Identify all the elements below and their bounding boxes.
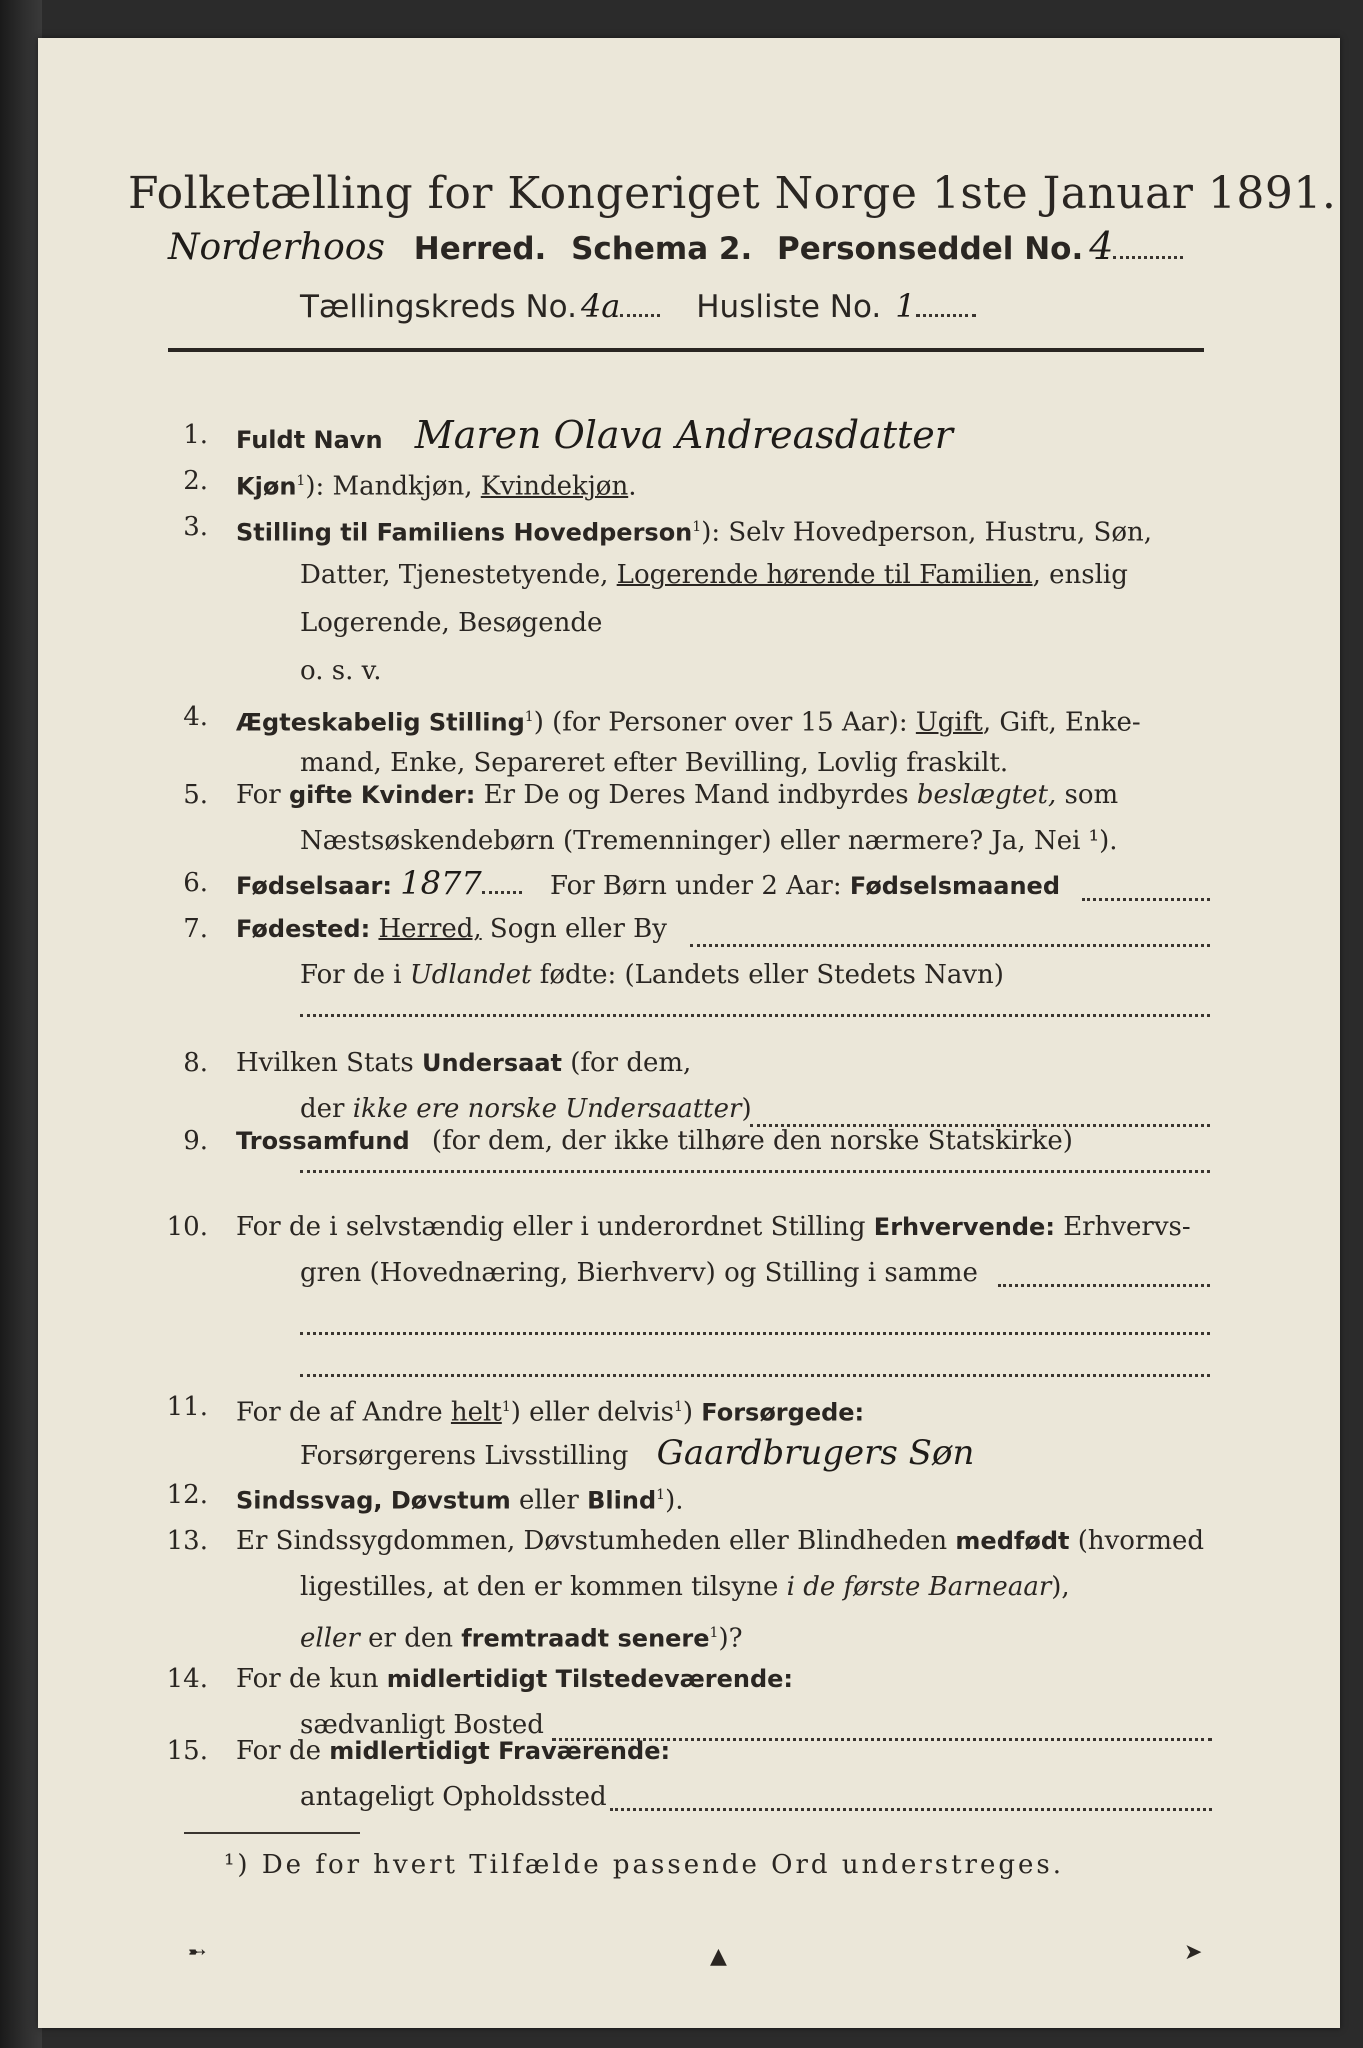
citizenship-italic: ikke ere norske Undersaatter [352, 1094, 742, 1124]
abroad-line [300, 1014, 1210, 1017]
header-line-kreds [300, 287, 976, 325]
item-number: 1. [183, 420, 208, 450]
temp-present-line2: sædvanligt Bosted [300, 1710, 544, 1740]
item-number: 9. [183, 1126, 208, 1156]
occupation-text: For de i selvstændig eller i underordnet Stilling [236, 1212, 874, 1242]
item-citizenship [236, 1040, 691, 1086]
item-birthplace [236, 906, 667, 952]
temp-present-text: For de kun [236, 1664, 387, 1694]
personseddel-label: Personseddel No. [777, 231, 1084, 267]
item-supported: For de af Andre helt$^1$) eller delvis$^1$) Forsørgede: [236, 1397, 865, 1428]
abroad-italic: Udlandet [409, 960, 532, 990]
occupation-line-c [300, 1374, 1210, 1377]
supported-space: ) [682, 1397, 702, 1428]
whereabouts-line [610, 1808, 1212, 1811]
congenital-line3: eller er den fremtraadt senere$^1$)? [300, 1623, 743, 1654]
item-number: 12. [166, 1480, 208, 1510]
marital-selected: Ugift [915, 707, 983, 738]
item-number: 3. [183, 512, 208, 542]
full-name-answer: Maren Olava Andreasdatter [414, 413, 953, 457]
item-religion [236, 1118, 1073, 1164]
birthplace-options: Sogn eller By [481, 914, 667, 944]
item-number: 10. [166, 1212, 208, 1242]
birth-year-label: Fødselsaar: [236, 872, 392, 900]
family-position-label: Stilling til Familiens Hovedperson [236, 518, 693, 547]
herred-name: Norderhoos [168, 227, 385, 268]
herred-label: Herred. [413, 231, 547, 267]
sex-label: Kjøn [236, 472, 297, 501]
congenital-end-2: ), [1051, 1572, 1070, 1602]
supported-selected: helt [450, 1397, 502, 1428]
item-married-women [236, 772, 1118, 818]
congenital-italic: i de første Barneaar [786, 1572, 1052, 1602]
religion-label: Trossamfund [236, 1127, 410, 1155]
married-italic: beslægtet, [916, 780, 1057, 810]
abroad-text: For de i [300, 960, 410, 990]
item-marital: Ægteskabelig Stilling$^1$) (for Personer over 15 Aar): Ugift, Gift, Enke- [236, 707, 1141, 738]
family-options-3: , enslig [1032, 560, 1128, 590]
footnote: ¹) De for hvert Tilfælde passende Ord understreges. [224, 1850, 1065, 1880]
family-position-line2 [300, 552, 1128, 598]
citizenship-paren: ) [741, 1094, 752, 1124]
scan-edge [0, 0, 42, 2048]
congenital-text: Er Sindssygdommen, Døvstumheden eller Blindheden [236, 1526, 956, 1556]
item-disability: Sindssvag, Døvstum eller Blind$^1$). [236, 1485, 684, 1516]
congenital-eller: eller [300, 1623, 360, 1654]
birthplace-line [690, 944, 1210, 947]
disability-or: eller [510, 1485, 588, 1516]
supporter-answer: Gaardbrugers Søn [656, 1433, 975, 1473]
temp-absent-text: For de [236, 1736, 330, 1766]
citizenship-text: Hvilken Stats [236, 1048, 422, 1078]
item-number: 7. [183, 914, 208, 944]
husliste-label: Husliste No. [696, 289, 882, 325]
temp-absent-label: midlertidigt Fraværende: [329, 1737, 671, 1765]
item-full-name [236, 412, 953, 463]
birthplace-line2 [300, 952, 1004, 998]
form-title: Folketælling for Kongeriget Norge 1ste Januar 1891. [128, 168, 1337, 219]
temp-absent-line2: antageligt Opholdssted [300, 1782, 607, 1812]
sex-end: . [628, 471, 637, 502]
occupation-line2: gren (Hovednæring, Bierhverv) og Stilling i samme [300, 1258, 978, 1288]
item-number: 5. [183, 780, 208, 810]
marital-options: ) (for Personer over 15 Aar): [533, 707, 916, 738]
registration-mark-left: ➸ [188, 1940, 207, 1965]
occupation-label: Erhvervende: [873, 1213, 1055, 1241]
item-number: 2. [183, 466, 208, 496]
registration-mark-center: ▲ [710, 1944, 727, 1969]
kreds-number: 4a [580, 287, 621, 325]
married-pre: For [236, 780, 289, 810]
item-number: 15. [166, 1736, 208, 1766]
item-birth-year [236, 860, 1060, 909]
supported-label: Forsørgede: [701, 1398, 865, 1427]
occupation-line-a [998, 1284, 1210, 1287]
congenital-label: medfødt [955, 1527, 1070, 1555]
item-occupation [236, 1204, 1191, 1250]
item-sex [236, 458, 636, 510]
temp-present-label: midlertidigt Tilstedeværende: [386, 1665, 794, 1693]
item-number: 13. [166, 1526, 208, 1556]
congenital-later: fremtraadt senere [461, 1624, 710, 1653]
item-congenital [236, 1518, 1204, 1564]
married-line2: Næstsøskendebørn (Tremenninger) eller nærmere? Ja, Nei ¹). [300, 826, 1118, 856]
married-label: gifte Kvinder: [288, 781, 476, 809]
citizenship-end: (for dem, [561, 1048, 692, 1078]
birthplace-label: Fødested: [236, 915, 371, 943]
disability-end: ). [665, 1485, 684, 1516]
marital-line2: mand, Enke, Separeret efter Bevilling, Lovlig fraskilt. [300, 748, 1009, 778]
item-number: 8. [183, 1048, 208, 1078]
religion-line [300, 1170, 1210, 1173]
item-number: 4. [183, 702, 208, 732]
family-position-line3: Logerende, Besøgende [300, 608, 603, 638]
item-temp-present [236, 1656, 793, 1702]
sex-selected: Kvindekjøn [480, 471, 629, 502]
husliste-number: 1 [895, 287, 916, 325]
family-position-line4: o. s. v. [300, 656, 382, 686]
footnote-ref: 1 [296, 473, 306, 489]
schema-label: Schema 2. [571, 231, 753, 267]
sex-options: ): Mandkjøn, [305, 471, 481, 502]
married-end: som [1056, 780, 1119, 810]
footnote-rule [184, 1832, 360, 1834]
header-line-herred [168, 224, 1183, 268]
full-name-label: Fuldt Navn [236, 426, 383, 454]
personseddel-number: 4 [1089, 224, 1114, 268]
citizenship-der: der [300, 1094, 353, 1124]
supported-text: For de af Andre [236, 1397, 451, 1428]
item-temp-absent [236, 1728, 670, 1774]
disability-blind: Blind [587, 1486, 657, 1515]
registration-mark-right: ➤ [1184, 1940, 1203, 1965]
birth-year-answer: 1877 [400, 864, 482, 902]
kreds-label: Tællingskreds No. [300, 289, 577, 325]
citizenship-label: Undersaat [421, 1049, 562, 1077]
marital-options-end: , Gift, Enke- [982, 707, 1141, 738]
header-rule [168, 348, 1204, 352]
congenital-text-2: ligestilles, at den er kommen tilsyne [300, 1572, 787, 1602]
birthplace-selected: Herred, [378, 914, 482, 944]
birth-month-label: Fødselsmaaned [849, 872, 1060, 900]
marital-label: Ægteskabelig Stilling [236, 708, 525, 737]
item-number: 14. [166, 1664, 208, 1694]
census-form [38, 38, 1340, 2028]
family-options-2: Datter, Tjenestetyende, [300, 560, 617, 590]
family-position-options: ): Selv Hovedperson, Hustru, Søn, [701, 517, 1153, 548]
abroad-end: fødte: (Landets eller Stedets Navn) [531, 960, 1004, 990]
birth-month-text: For Børn under 2 Aar: [549, 871, 850, 901]
congenital-end: (hvormed [1069, 1526, 1205, 1556]
occupation-end: Erhvervs- [1054, 1212, 1191, 1242]
disability-label: Sindssvag, Døvstum [236, 1486, 511, 1515]
congenital-end-3: )? [718, 1623, 743, 1654]
family-selected: Logerende hørende til Familien [616, 560, 1033, 590]
congenital-text-3: er den [359, 1623, 462, 1654]
married-text: Er De og Deres Mand indbyrdes [475, 780, 917, 810]
item-number: 6. [183, 868, 208, 898]
item-family-position: Stilling til Familiens Hovedperson$^1$): Selv Hovedperson, Hustru, Søn, [236, 517, 1153, 548]
occupation-line-b [300, 1332, 1210, 1335]
supported-partial: ) eller delvis [510, 1397, 674, 1428]
congenital-line2 [300, 1564, 1070, 1610]
supporter-label: Forsørgerens Livsstilling [300, 1441, 629, 1471]
religion-text: (for dem, der ikke tilhøre den norske Statskirke) [431, 1126, 1073, 1156]
item-number: 11. [166, 1392, 208, 1422]
birth-month-line [1082, 898, 1210, 901]
